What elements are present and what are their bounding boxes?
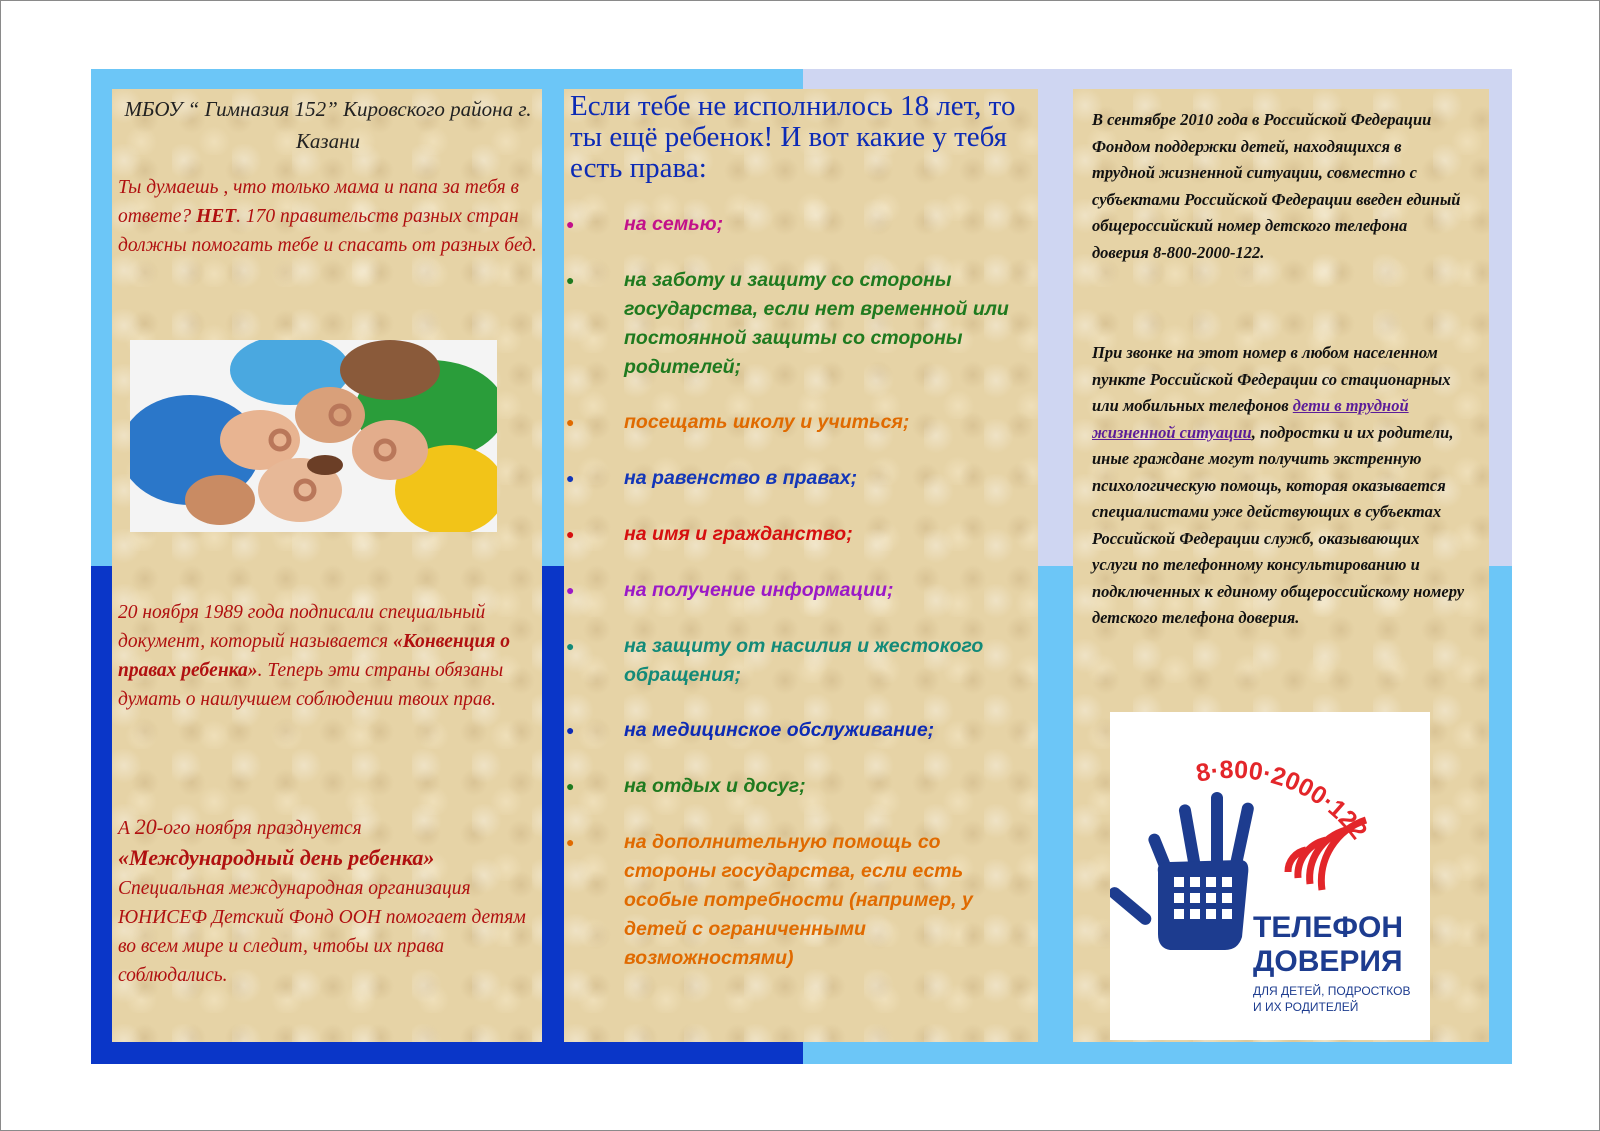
right-item: ● на имя и гражданство; (566, 520, 1036, 549)
childrens-day-title: «Международный день ребенка» (118, 845, 435, 870)
bullet-icon: ● (566, 470, 575, 486)
bullet-icon: ● (566, 526, 575, 542)
children-photo (130, 340, 497, 532)
bullet-icon: ● (566, 216, 575, 232)
right-item: ● посещать школу и учиться; (566, 408, 1036, 437)
right-item: ● на заботу и защиту со стороны государства, если нет временной или постоянной защиты со стороны родителей; (566, 266, 1036, 382)
bullet-icon: ● (566, 834, 575, 850)
right-item: ● на дополнительную помощь со стороны государства, если есть особые потребности (например, у детей с ограниченными возможностями) (566, 828, 1036, 973)
hotline-info-paragraph: При звонке на этот номер в любом населенном пункте Российской Федерации со стационарных или мобильных телефонов дети в трудной жизненной ситуации, подростки и их родители, иные граждане могут получить экстренную психологическую помощь, которая оказывается специалистами уже действующих в субъектах Российской Федерации служб, оказывающих услуги по телефонному консультированию и подключенных к единому общероссийскому номеру детского телефона доверия. (1092, 343, 1465, 627)
difficult-situation-link[interactable]: дети в трудной жизненной ситуации (1092, 396, 1409, 442)
bullet-icon: ● (566, 272, 575, 288)
bullet-icon: ● (566, 582, 575, 598)
school-name: МБОУ “ Гимназия 152” Кировского района г. Казани (124, 97, 532, 153)
childrens-day-paragraph: А 20-ого ноября празднуется «Международный день ребенка» Специальная международная организация ЮНИСЕФ Детский Фонд ООН помогает детям во всем мире и следит, чтобы их права соблюдались. (118, 814, 526, 986)
right-item: ● на равенство в правах; (566, 464, 1036, 493)
convention-paragraph: 20 ноября 1989 года подписали специальный документ, который называется «Конвенция о правах ребенка». Теперь эти страны обязаны думать о наилучшем соблюдении твоих прав. (118, 602, 511, 710)
logo-title-line1: ТЕЛЕФОН (1253, 911, 1403, 944)
bullet-icon: ● (566, 778, 575, 794)
answer-no: НЕТ (196, 206, 237, 227)
bullet-icon: ● (566, 638, 575, 654)
helpline-number: 8·800·2000·122 (1193, 755, 1373, 845)
right-item: ● на получение информации; (566, 576, 1036, 605)
logo-title-line2: ДОВЕРИЯ (1253, 945, 1403, 978)
bullet-icon: ● (566, 722, 575, 738)
logo-subtitle-line2: И ИХ РОДИТЕЛЕЙ (1253, 1000, 1359, 1014)
logo-subtitle-line1: ДЛЯ ДЕТЕЙ, ПОДРОСТКОВ (1253, 984, 1411, 998)
bullet-icon: ● (566, 414, 575, 430)
rights-heading: Если тебе не исполнилось 18 лет, то ты ещё ребенок! И вот какие у тебя есть права: (570, 90, 1016, 184)
convention-title: «Конвенция о правах ребенка» (118, 631, 511, 681)
right-item: ● на медицинское обслуживание; (566, 716, 1036, 745)
helpline-logo (1110, 712, 1430, 1040)
intro-paragraph: Ты думаешь , что только мама и папа за тебя в ответе? НЕТ. 170 правительств разных стран должны помогать тебе и спасать от разных бед. (118, 177, 537, 256)
right-item: ● на семью; (566, 210, 1036, 239)
hand-icon (1110, 792, 1255, 950)
right-item: ● на защиту от насилия и жестокого обращения; (566, 632, 1036, 690)
right-item: ● на отдых и досуг; (566, 772, 1036, 801)
hotline-history-paragraph: В сентябре 2010 года в Российской Федерации Фондом поддержки детей, находящихся в трудной жизненной ситуации, совместно с субъектами Российской Федерации введен единый общероссийский номер детского телефона доверия 8-800-2000-122. (1092, 110, 1461, 262)
